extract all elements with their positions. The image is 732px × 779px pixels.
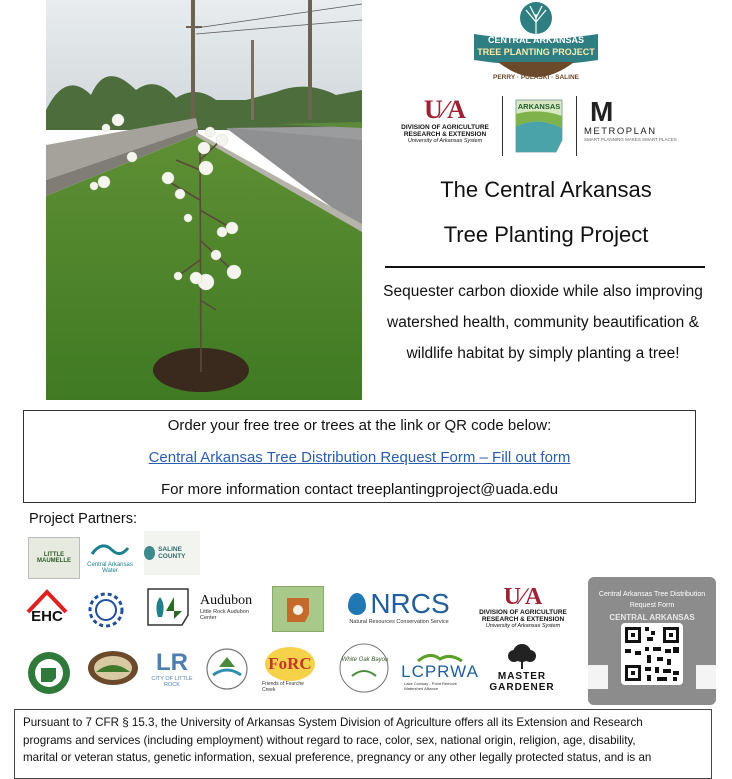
master-gardener-line1: MASTER [497, 671, 547, 682]
uada-partner-line3: University of Arkansas System [485, 623, 561, 629]
qr-bg-uada-fragment [588, 665, 608, 689]
uada-partner-line1: DIVISION OF AGRICULTURE [479, 609, 567, 616]
arkansas-forestry-logo [142, 584, 194, 630]
central-water-text: Central Arkansas Water [87, 562, 133, 574]
audubon-logo [200, 584, 264, 630]
forc-subtext: Friends of Fourche Creek [262, 681, 304, 693]
arkansas-steward-text: ARKANSAS [517, 102, 561, 111]
saline-county-text: SALINE COUNTY [158, 546, 186, 560]
water-drop-icon [348, 593, 366, 615]
forc-text: FoRC [268, 654, 312, 673]
nrcs-logo [338, 586, 460, 628]
disclaimer-line1: Pursuant to 7 CFR § 15.3, the University of Arkansas System Division of Agriculture offers all its Extension and Research [23, 716, 643, 729]
disclaimer-line2: programs and services (including employment) without regard to race, color, sex, national origin, religion, age, disability, [23, 733, 636, 747]
nrcs-subtext: Natural Resources Conservation Service [349, 619, 449, 625]
little-rock-lr-icon: LR [156, 649, 188, 676]
page-title-line2: Tree Planting Project [443, 222, 649, 247]
qr-code[interactable] [621, 623, 683, 685]
lcprwa-text: LCPRWA [401, 662, 479, 681]
uada-logo [396, 96, 494, 144]
logo-divider [502, 96, 503, 156]
qr-bg-seal-text: CENTRAL ARKANSAS [609, 613, 695, 622]
partners-heading: Project Partners: [29, 511, 137, 527]
sponsor-logos [396, 96, 696, 158]
intro-line1: Sequester carbon dioxide while also improving [383, 283, 703, 300]
metroplan-name: METROPLAN [584, 126, 657, 137]
seal-band-line2: TREE PLANTING PROJECT [477, 47, 595, 57]
seal-band-line1: CENTRAL ARKANSAS [487, 35, 584, 45]
logo-divider [576, 96, 577, 156]
engineering-logo [84, 588, 128, 632]
lcprwa-logo [401, 650, 479, 692]
uada-line3: University of Arkansas System [407, 138, 483, 144]
oval-county-logo [86, 648, 140, 688]
metroplan-logo [584, 98, 694, 142]
title-divider [385, 266, 705, 268]
saline-county-logo [144, 531, 200, 575]
white-oak-text: White Oak Bayou [341, 657, 389, 663]
ehc-logo [24, 588, 70, 628]
central-arkansas-water-logo [86, 537, 134, 577]
ehc-text: EHC [31, 607, 63, 625]
white-oak-bayou-logo [336, 642, 394, 694]
intro-line2: watershed health, community beautification & [387, 314, 699, 331]
little-maumelle-logo [28, 537, 80, 579]
disclaimer-line3: marital or veteran status, genetic information, sexual preference, pregnancy or any other legally protected status, and is an [23, 751, 652, 764]
metroplan-tagline: SMART PLANNING MAKES SMART PLACES [584, 137, 677, 142]
uada-partner-line2: RESEARCH & EXTENSION [481, 616, 565, 623]
forc-logo [262, 646, 318, 694]
request-form-link[interactable]: Central Arkansas Tree Distribution Request Form – Fill out form [148, 449, 571, 466]
uada-line1: DIVISION OF AGRICULTURE [401, 124, 489, 131]
qr-caption-line1: Central Arkansas Tree Distribution [598, 591, 706, 598]
watershed-circle-logo [204, 646, 250, 692]
master-gardener-logo [490, 640, 554, 696]
arkansas-map-logo [272, 586, 324, 632]
uada-partner-mark: U∕A [503, 584, 543, 610]
seal-counties-bottom: PERRY · PULASKI · SALINE [493, 74, 579, 81]
central-arkansas-tree-planting-seal [470, 0, 602, 86]
arkansas-steward-logo [512, 96, 566, 156]
qr-caption-line2: Request Form [629, 602, 675, 609]
nrcs-text: NRCS [370, 588, 450, 619]
order-instructions: Order your free tree or trees at the link or QR code below: [167, 417, 552, 434]
city-lr-text: CITY OF LITTLE ROCK [151, 676, 193, 688]
qr-code-card[interactable] [588, 577, 716, 705]
page-title-line1: The Central Arkansas [440, 177, 652, 202]
master-gardener-line2: GARDENER [489, 682, 555, 693]
intro-line3: wildlife habitat by simply planting a tree! [406, 345, 680, 362]
audubon-subtext: Little Rock Audubon Center [200, 609, 249, 621]
qr-bg-metroplan-fragment [696, 665, 716, 689]
tree-photo [46, 0, 362, 400]
lcprwa-subtext: Lake Conway - Point Remove Watershed Alliance [404, 681, 457, 691]
metroplan-mark: M [590, 96, 614, 127]
order-info-box [23, 410, 696, 503]
city-of-little-rock-logo [150, 646, 194, 692]
nondiscrimination-statement [14, 709, 712, 779]
arkansas-agency-seal-logo [26, 650, 72, 696]
saline-county-emblem-icon [144, 546, 155, 560]
uada-mark: U∕A [424, 95, 466, 124]
little-maumelle-text: LITTLE MAUMELLE [37, 552, 71, 564]
uada-partner-logo [472, 578, 574, 636]
contact-info: For more information contact treeplantingproject@uada.edu [160, 481, 559, 498]
audubon-text: Audubon [200, 593, 253, 608]
uada-line2: RESEARCH & EXTENSION [403, 131, 487, 138]
